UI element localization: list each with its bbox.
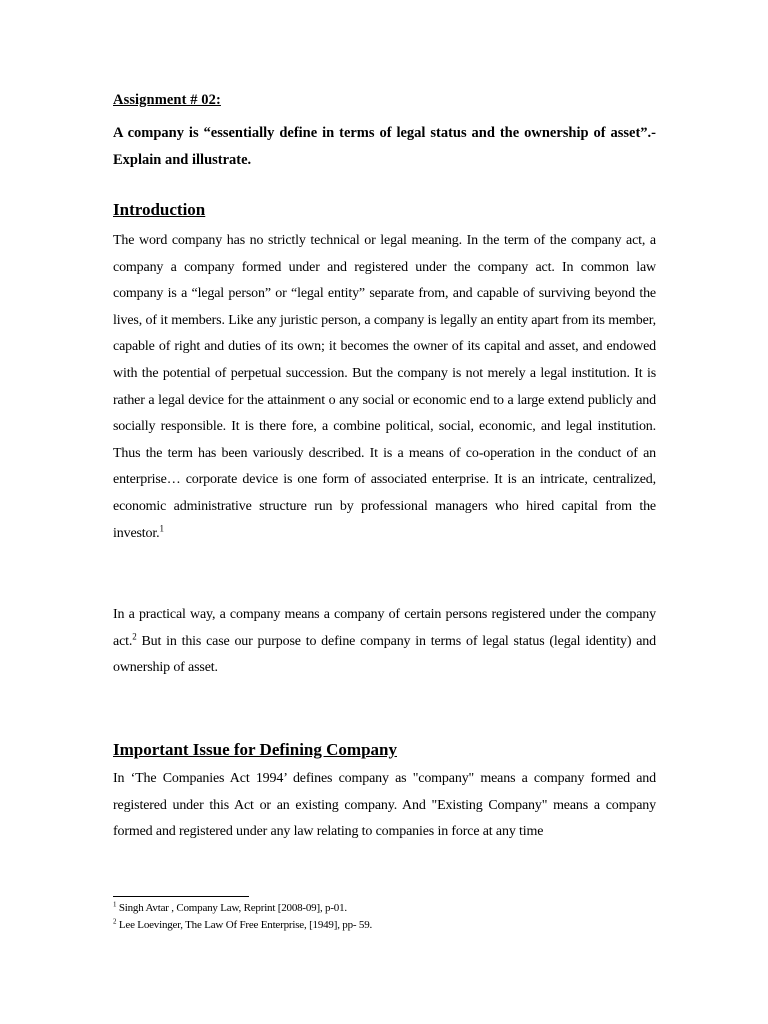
footnote-reference: 1 (159, 522, 164, 533)
companies-act-paragraph (113, 766, 656, 846)
section-heading-important-issue: Important Issue for Defining Company (113, 740, 397, 759)
footnote-1 (113, 901, 347, 915)
footnote-reference: 2 (132, 630, 137, 641)
assignment-label: Assignment # 02: (113, 92, 221, 108)
footnote-text: Lee Loevinger, The Law Of Free Enterprise, [1949], pp- 59. (116, 919, 373, 931)
practical-way-paragraph (113, 602, 656, 682)
paragraph-text: In ‘The Companies Act 1994’ defines company as "company" means a company formed and registered under this Act or an existing company. And "Existing Company" means a company formed and registered under any law relating to companies in force at any time (113, 771, 656, 840)
footnote-text: Singh Avtar , Company Law, Reprint [2008-09], p-01. (116, 902, 347, 914)
footnote-marker: 1 (113, 900, 117, 909)
introduction-paragraph (113, 228, 656, 547)
footnote-separator (113, 896, 249, 897)
assignment-question: A company is “essentially define in terms of legal status and the ownership of asset”.-Explain and illustrate. (113, 125, 656, 168)
paragraph-text: But in this case our purpose to define company in terms of legal status (legal identity) and ownership of asset. (113, 633, 656, 676)
footnote-marker: 2 (113, 917, 117, 926)
section-heading-introduction: Introduction (113, 200, 206, 219)
paragraph-text: In a practical way, a company means a company of certain persons registered under the company act. (113, 607, 656, 649)
paragraph-text: The word company has no strictly technical or legal meaning. In the term of the company act, a company a company formed under and registered under the company act. In common law company is a “legal person” or “legal entity” separate from, and capable of surviving beyond the lives, of it members. Like any juristic person, a company is legally an entity apart from its member, capable of right and duties of its own; it becomes the owner of its capital and asset, and endowed with the potential of perpetual succession. But the company is not merely a legal institution. It is rather a legal device for the attainment o any social or economic end to a large extend publicly and socially responsible. It is there fore, a combine political, social, economic, and legal institution. Thus the term has been variously described. It is a means of co-operation in the conduct of an enterprise… corporate device is one form of associated enterprise. It is an intricate, centralized, economic administrative structure run by professional managers who hired capital from the investor. (113, 233, 656, 541)
footnote-2 (113, 918, 372, 932)
